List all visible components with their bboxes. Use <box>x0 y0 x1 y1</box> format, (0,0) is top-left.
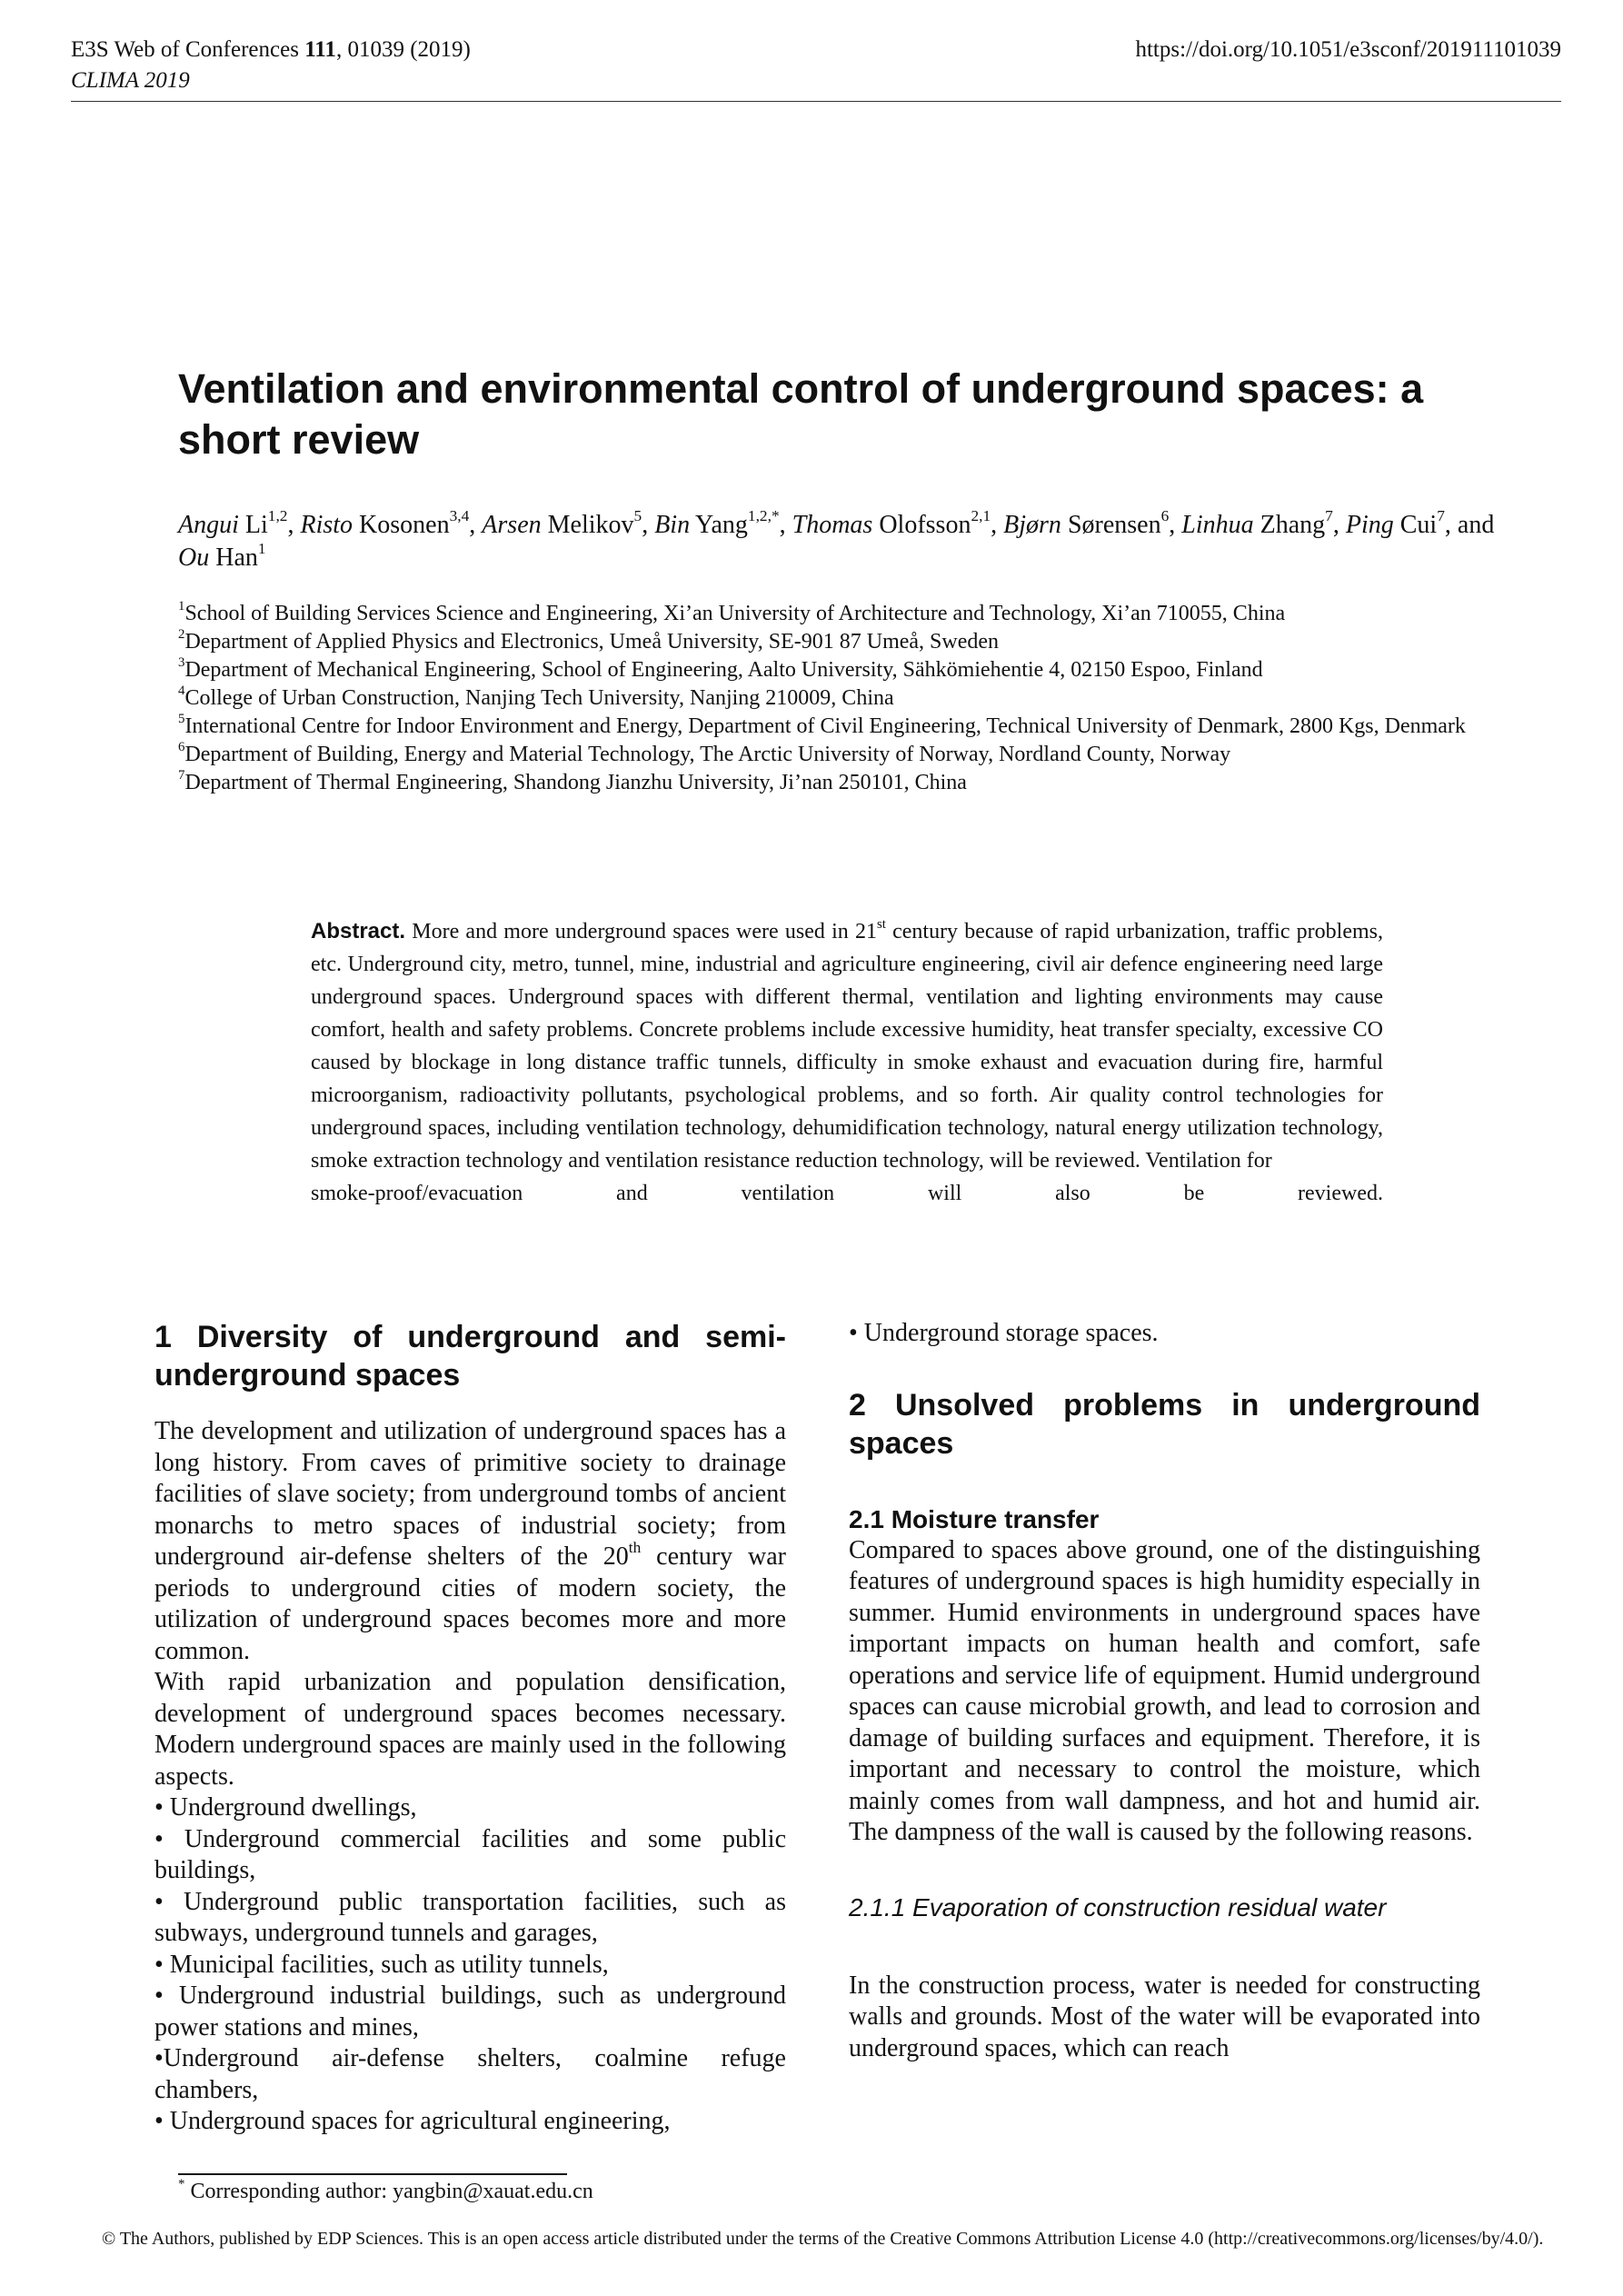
abstract-word: and <box>616 1182 648 1205</box>
author-given-name: Linhua <box>1181 511 1254 539</box>
author-given-name: Risto <box>300 511 353 539</box>
section-2-heading: 2 Unsolved problems in underground spaces <box>849 1387 1480 1461</box>
affiliation-item <box>178 600 1496 628</box>
author-given-name: Arsen <box>482 511 542 539</box>
affiliation-number: 4 <box>178 683 185 698</box>
abstract-sup: st <box>876 916 886 932</box>
author-separator: , <box>1169 511 1182 539</box>
paper-title: Ventilation and environmental control of underground spaces: a short review <box>178 365 1424 463</box>
abstract <box>311 915 1383 1210</box>
author-family-name: Cui <box>1393 511 1438 539</box>
affiliation-text: Department of Mechanical Engineering, School of Engineering, Aalto University, Sähkömiehentie 4, 02150 Espoo, Finland <box>184 658 1263 682</box>
author-affiliation-mark: 7 <box>1325 507 1333 525</box>
list-item: • Underground spaces for agricultural engineering, <box>154 2107 671 2135</box>
journal-name: E3S Web of Conferences <box>71 37 305 62</box>
affiliation-text: College of Urban Construction, Nanjing Tech University, Nanjing 210009, China <box>184 686 894 710</box>
footnote-divider <box>178 2173 567 2175</box>
abstract-word: smoke-proof/evacuation <box>311 1182 523 1205</box>
usage-list <box>154 1792 786 2138</box>
footnote <box>178 2178 593 2205</box>
affiliation-item <box>178 656 1496 684</box>
paragraph-text: The development and utilization of underground spaces has a long history. From caves of primitive society to drainage facilities of slave society; from underground tombs of ancient monarchs to metro spaces of industrial society; from underground air-defense shelters of the 20 <box>154 1417 786 1571</box>
affiliation-number: 5 <box>178 711 185 726</box>
affiliation-number: 1 <box>178 598 185 614</box>
list-item: • Underground industrial buildings, such as underground power stations and mines, <box>154 1982 786 2041</box>
affiliation-item <box>178 741 1496 769</box>
subsection-2-1-1-text: In the construction process, water is needed for constructing walls and grounds. Most of the water will be evaporated into underground spaces, which can reach <box>849 1971 1480 2062</box>
author-affiliation-mark: 1,2,* <box>747 507 780 525</box>
affiliation-item <box>178 684 1496 713</box>
author-family-name: Han <box>209 544 258 572</box>
list-item: • Underground commercial facilities and some public buildings, <box>154 1824 786 1884</box>
affiliation-text: Department of Building, Energy and Material Technology, The Arctic University of Norway, Nordland County, Norway <box>184 743 1231 766</box>
author-affiliation-mark: 1 <box>257 540 266 558</box>
list-item: • Underground dwellings, <box>154 1793 417 1822</box>
doi-link[interactable]: https://doi.org/10.1051/e3sconf/201911101039 <box>1135 37 1561 62</box>
conference-name: CLIMA 2019 <box>71 68 190 93</box>
abstract-text: More and more underground spaces were used in 21 <box>405 920 877 943</box>
author-given-name: Bin <box>654 511 691 539</box>
author-separator: , <box>287 511 301 539</box>
author-separator: , <box>779 511 792 539</box>
affiliation-number: 2 <box>178 626 185 642</box>
author-family-name: Yang <box>690 511 748 539</box>
list-item: • Municipal facilities, such as utility tunnels, <box>154 1950 609 1979</box>
abstract-text-cont: century because of rapid urbanization, traffic problems, etc. Underground city, metro, tunnel, mine, industrial and agriculture engineering, civil air defence engineering need large underground spaces. Underground spaces with different thermal, ventilation and lighting environments may cause comfort, health and safety problems. Concrete problems include excessive humidity, heat transfer specialty, excessive CO caused by blockage in long distance traffic tunnels, difficulty in smoke exhaust and evacuation during fire, harmful microorganism, radioactivity pollutants, psychological problems, and so forth. Air quality control technologies for underground spaces, including ventilation technology, dehumidification technology, natural energy utilization technology, smoke extraction technology and ventilation resistance reduction technology, will be reviewed. Ventilation for <box>311 920 1384 1173</box>
author-given-name: Ping <box>1345 511 1394 539</box>
affiliation-text: School of Building Services Science and Engineering, Xi’an University of Architecture and Technology, Xi’an 710055, China <box>184 602 1286 625</box>
abstract-label: Abstract. <box>311 919 406 943</box>
abstract-word: will <box>927 1182 962 1205</box>
author-separator: , <box>642 511 655 539</box>
affiliation-item <box>178 769 1496 797</box>
affiliation-text: Department of Thermal Engineering, Shandong Jianzhu University, Ji’nan 250101, China <box>184 771 967 794</box>
affiliation-item <box>178 628 1496 656</box>
abstract-last-line <box>311 1177 1383 1210</box>
affiliation-number: 7 <box>178 767 185 783</box>
affiliation-text: Department of Applied Physics and Electronics, Umeå University, SE-901 87 Umeå, Sweden <box>184 630 1000 654</box>
section-1-heading: 1 Diversity of underground and semi-underground spaces <box>154 1320 786 1393</box>
subsection-2-1-text: Compared to spaces above ground, one of the distinguishing features of underground spaces is high humidity especially in summer. Humid environments in underground spaces have important impacts on human health and comfort, safe operations and service life of equipment. Humid underground spaces can cause microbial growth, and lead to corrosion and damage of building surfaces and equipment. Therefore, it is important and necessary to control the moisture, which mainly comes from wall dampness, and hot and humid air. The dampness of the wall is caused by the following reasons. <box>849 1535 1480 1846</box>
subsection-2-1-1-heading: 2.1.1 Evaporation of construction residual water <box>849 1892 1387 1922</box>
footnote-mark: * <box>178 2176 185 2191</box>
affiliation-list <box>178 600 1496 797</box>
author-given-name: Angui <box>178 511 239 539</box>
author-family-name: Li <box>238 511 268 539</box>
abstract-word: reviewed. <box>1298 1182 1383 1205</box>
author-separator: , <box>991 511 1004 539</box>
affiliation-text: International Centre for Indoor Environment and Energy, Department of Civil Engineering, Technical University of Denmark, 2800 Kgs, Denmark <box>184 714 1466 738</box>
author-family-name: Olofsson <box>872 511 971 539</box>
abstract-word: also <box>1055 1182 1090 1205</box>
author-given-name: Thomas <box>792 511 873 539</box>
journal-citation <box>71 35 471 96</box>
paragraph-text-cont: century war periods to underground cities of modern society, the utilization of underground spaces becomes more and more common. <box>154 1542 786 1665</box>
author-affiliation-mark: 7 <box>1437 507 1445 525</box>
author-separator: , and <box>1444 511 1495 539</box>
author-given-name: Bjørn <box>1003 511 1061 539</box>
subsection-2-1-heading: 2.1 Moisture transfer <box>849 1504 1100 1533</box>
author-given-name: Ou <box>178 544 210 572</box>
list-item: •Underground air-defense shelters, coalmine refuge chambers, <box>154 2044 786 2104</box>
author-affiliation-mark: 5 <box>633 507 642 525</box>
author-family-name: Melikov <box>541 511 634 539</box>
section-1-paragraph-1 <box>154 1416 786 1667</box>
affiliation-number: 3 <box>178 654 185 670</box>
author-separator: , <box>1332 511 1346 539</box>
left-column <box>154 1318 786 2138</box>
list-item: • Underground public transportation facilities, such as subways, underground tunnels and garages, <box>154 1887 786 1947</box>
section-1-paragraph-2: With rapid urbanization and population densification, development of underground spaces becomes necessary. Modern underground spaces are mainly used in the following aspects. <box>154 1668 786 1791</box>
author-separator: , <box>469 511 483 539</box>
journal-volume: 111 <box>304 37 336 62</box>
abstract-word: be <box>1183 1182 1205 1205</box>
list-item: • Underground storage spaces. <box>849 1319 1159 1347</box>
author-family-name: Sørensen <box>1060 511 1161 539</box>
author-family-name: Kosonen <box>353 511 450 539</box>
author-list <box>178 509 1496 574</box>
author-affiliation-mark: 1,2 <box>267 507 288 525</box>
author-family-name: Zhang <box>1253 511 1326 539</box>
article-number: , 01039 (2019) <box>335 37 471 62</box>
license-notice: © The Authors, published by EDP Sciences. This is an open access article distributed under the terms of the Creative Commons Attribution License 4.0 (http://creativecommons.org/licenses/by/4.0/). <box>102 2229 1544 2249</box>
footnote-text: Corresponding author: yangbin@xauat.edu.cn <box>184 2180 593 2203</box>
author-affiliation-mark: 3,4 <box>449 507 470 525</box>
affiliation-number: 6 <box>178 739 185 754</box>
abstract-word: ventilation <box>741 1182 835 1205</box>
superscript: th <box>628 1539 642 1557</box>
affiliation-item <box>178 713 1496 741</box>
right-column <box>849 1318 1480 2064</box>
author-affiliation-mark: 6 <box>1160 507 1170 525</box>
header-divider <box>71 101 1561 102</box>
author-affiliation-mark: 2,1 <box>971 507 991 525</box>
